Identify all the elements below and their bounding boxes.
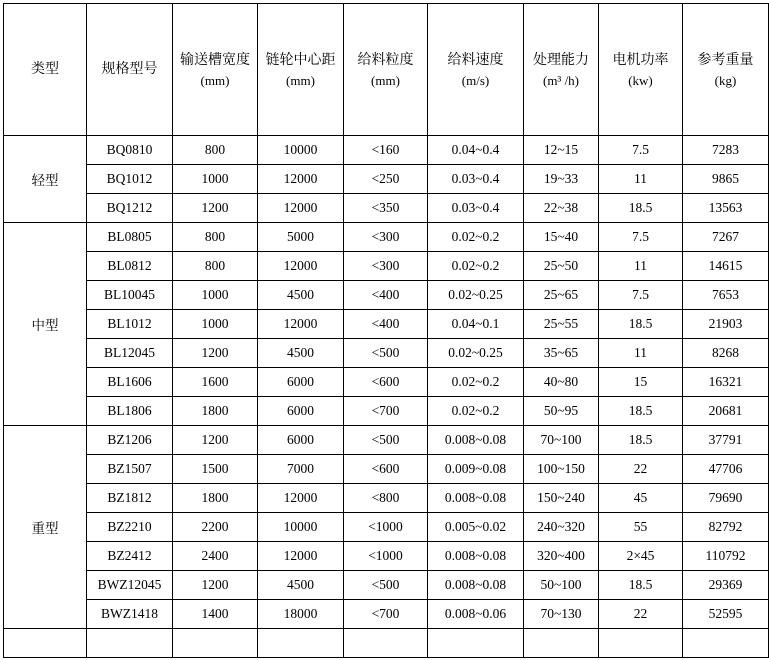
column-header-label: 类型	[31, 62, 59, 77]
cell: 4500	[258, 339, 344, 368]
cell: 0.04~0.1	[428, 310, 524, 339]
cell: 240~320	[524, 513, 599, 542]
cell: BQ1012	[87, 165, 173, 194]
cell: <300	[344, 252, 428, 281]
cell: 12000	[258, 310, 344, 339]
cell: 1200	[173, 426, 258, 455]
cell: 22	[599, 455, 683, 484]
cell: 0.02~0.25	[428, 339, 524, 368]
cell: 21903	[683, 310, 769, 339]
column-header-unit: (mm)	[200, 72, 230, 88]
empty-row	[4, 629, 769, 658]
cell: 12000	[258, 194, 344, 223]
cell: BL1806	[87, 397, 173, 426]
cell: <500	[344, 571, 428, 600]
cell: BL1012	[87, 310, 173, 339]
cell: 18.5	[599, 310, 683, 339]
cell: BWZ12045	[87, 571, 173, 600]
cell: <160	[344, 136, 428, 165]
cell: 1500	[173, 455, 258, 484]
cell: BL0812	[87, 252, 173, 281]
cell: 10000	[258, 513, 344, 542]
cell: BZ1206	[87, 426, 173, 455]
cell: 1200	[173, 571, 258, 600]
column-header	[428, 4, 524, 136]
cell: 55	[599, 513, 683, 542]
column-header-label: 电机功率	[612, 52, 669, 68]
cell: 7653	[683, 281, 769, 310]
cell: 50~95	[524, 397, 599, 426]
cell: 1800	[173, 397, 258, 426]
cell: <350	[344, 194, 428, 223]
cell: 150~240	[524, 484, 599, 513]
column-header-label: 链轮中心距	[265, 52, 336, 68]
cell: BQ1212	[87, 194, 173, 223]
table-body	[4, 136, 769, 658]
cell: 14615	[683, 252, 769, 281]
cell: 16321	[683, 368, 769, 397]
column-header	[173, 4, 258, 136]
cell: 0.03~0.4	[428, 165, 524, 194]
cell: 15~40	[524, 223, 599, 252]
column-header	[344, 4, 428, 136]
cell: <400	[344, 281, 428, 310]
cell	[599, 629, 683, 658]
header-row	[4, 4, 769, 136]
cell: <1000	[344, 513, 428, 542]
cell: 1200	[173, 339, 258, 368]
cell: 18.5	[599, 426, 683, 455]
cell: 12000	[258, 165, 344, 194]
table-row	[4, 368, 769, 397]
cell: 15	[599, 368, 683, 397]
cell: 6000	[258, 368, 344, 397]
cell: 800	[173, 252, 258, 281]
cell: 7267	[683, 223, 769, 252]
cell: 6000	[258, 426, 344, 455]
table-row	[4, 223, 769, 252]
cell: BL12045	[87, 339, 173, 368]
table-row	[4, 281, 769, 310]
cell: 7.5	[599, 223, 683, 252]
table-row	[4, 426, 769, 455]
cell: 0.02~0.2	[428, 368, 524, 397]
cell: 0.02~0.2	[428, 252, 524, 281]
cell: 0.005~0.02	[428, 513, 524, 542]
cell: 0.008~0.08	[428, 426, 524, 455]
cell: 800	[173, 136, 258, 165]
cell: 100~150	[524, 455, 599, 484]
column-header	[258, 4, 344, 136]
cell: 8268	[683, 339, 769, 368]
type-group-cell: 中型	[4, 223, 87, 426]
type-group-cell: 轻型	[4, 136, 87, 223]
cell: 18.5	[599, 397, 683, 426]
cell: 5000	[258, 223, 344, 252]
cell: 4500	[258, 281, 344, 310]
cell: 10000	[258, 136, 344, 165]
column-header-unit: (m³ /h)	[542, 72, 580, 88]
cell: 2200	[173, 513, 258, 542]
cell: 25~55	[524, 310, 599, 339]
cell: 7.5	[599, 136, 683, 165]
cell: 0.008~0.08	[428, 571, 524, 600]
cell: 70~100	[524, 426, 599, 455]
column-header	[87, 4, 173, 136]
cell: 11	[599, 339, 683, 368]
cell: BL0805	[87, 223, 173, 252]
table-row	[4, 397, 769, 426]
cell: <250	[344, 165, 428, 194]
cell: BL10045	[87, 281, 173, 310]
cell: <600	[344, 368, 428, 397]
cell: 11	[599, 252, 683, 281]
cell: BQ0810	[87, 136, 173, 165]
table-row	[4, 310, 769, 339]
cell	[344, 629, 428, 658]
cell: 79690	[683, 484, 769, 513]
cell: 70~130	[524, 600, 599, 629]
cell: 1800	[173, 484, 258, 513]
column-header-label: 给料粒度	[357, 52, 414, 68]
cell: 9865	[683, 165, 769, 194]
cell	[87, 629, 173, 658]
table-header	[4, 4, 769, 136]
table-row	[4, 513, 769, 542]
column-header-label: 给料速度	[447, 52, 504, 68]
cell: 12000	[258, 252, 344, 281]
cell: 1000	[173, 165, 258, 194]
column-header-label: 参考重量	[697, 52, 754, 68]
column-header-label: 输送槽宽度	[180, 52, 250, 68]
cell: 0.02~0.2	[428, 223, 524, 252]
cell: 13563	[683, 194, 769, 223]
cell: 29369	[683, 571, 769, 600]
spec-table	[3, 3, 769, 658]
cell: 25~65	[524, 281, 599, 310]
cell: 18000	[258, 600, 344, 629]
cell: 1400	[173, 600, 258, 629]
cell	[258, 629, 344, 658]
table-row	[4, 542, 769, 571]
cell: BZ1812	[87, 484, 173, 513]
table-row	[4, 484, 769, 513]
cell: 7000	[258, 455, 344, 484]
cell: 0.04~0.4	[428, 136, 524, 165]
cell: 11	[599, 165, 683, 194]
column-header	[683, 4, 769, 136]
cell: 0.008~0.08	[428, 542, 524, 571]
cell: <800	[344, 484, 428, 513]
cell: BL1606	[87, 368, 173, 397]
table-row	[4, 571, 769, 600]
type-group-cell: 重型	[4, 426, 87, 629]
cell: 2×45	[599, 542, 683, 571]
column-header-unit: (mm)	[286, 72, 315, 88]
cell: <300	[344, 223, 428, 252]
cell: BZ2412	[87, 542, 173, 571]
column-header-label: 规格型号	[101, 62, 158, 77]
cell: 12000	[258, 542, 344, 571]
table-row	[4, 600, 769, 629]
cell: 1000	[173, 310, 258, 339]
cell: 320~400	[524, 542, 599, 571]
cell: 110792	[683, 542, 769, 571]
type-group-cell	[4, 629, 87, 658]
cell: 40~80	[524, 368, 599, 397]
cell	[173, 629, 258, 658]
cell: BZ2210	[87, 513, 173, 542]
table-row	[4, 455, 769, 484]
cell: 50~100	[524, 571, 599, 600]
cell: <400	[344, 310, 428, 339]
cell	[428, 629, 524, 658]
cell	[683, 629, 769, 658]
cell: 7283	[683, 136, 769, 165]
column-header-unit: (m/s)	[461, 72, 490, 88]
cell: <500	[344, 426, 428, 455]
cell: <700	[344, 397, 428, 426]
cell: 1000	[173, 281, 258, 310]
cell: 47706	[683, 455, 769, 484]
column-header-label: 处理能力	[533, 52, 589, 68]
cell: 1200	[173, 194, 258, 223]
cell: 0.008~0.06	[428, 600, 524, 629]
cell: 800	[173, 223, 258, 252]
cell: 19~33	[524, 165, 599, 194]
column-header	[524, 4, 599, 136]
cell: 6000	[258, 397, 344, 426]
column-header-unit: (kg)	[714, 72, 737, 88]
cell: 0.03~0.4	[428, 194, 524, 223]
cell: 20681	[683, 397, 769, 426]
column-header	[4, 4, 87, 136]
cell: 4500	[258, 571, 344, 600]
table-row	[4, 136, 769, 165]
cell	[524, 629, 599, 658]
cell: 7.5	[599, 281, 683, 310]
cell: 22	[599, 600, 683, 629]
cell: <500	[344, 339, 428, 368]
table-row	[4, 194, 769, 223]
cell: <1000	[344, 542, 428, 571]
cell: 18.5	[599, 571, 683, 600]
table-row	[4, 252, 769, 281]
table-row	[4, 165, 769, 194]
cell: 25~50	[524, 252, 599, 281]
cell: 2400	[173, 542, 258, 571]
cell: BZ1507	[87, 455, 173, 484]
cell: BWZ1418	[87, 600, 173, 629]
table-row	[4, 339, 769, 368]
cell: 0.009~0.08	[428, 455, 524, 484]
cell: 45	[599, 484, 683, 513]
cell: 22~38	[524, 194, 599, 223]
cell: 12000	[258, 484, 344, 513]
column-header-unit: (kw)	[628, 72, 653, 88]
cell: 1600	[173, 368, 258, 397]
column-header-unit: (mm)	[371, 72, 400, 88]
cell: 12~15	[524, 136, 599, 165]
cell: <700	[344, 600, 428, 629]
cell: 0.02~0.2	[428, 397, 524, 426]
cell: 37791	[683, 426, 769, 455]
cell: 0.008~0.08	[428, 484, 524, 513]
cell: 18.5	[599, 194, 683, 223]
column-header	[599, 4, 683, 136]
cell: 35~65	[524, 339, 599, 368]
cell: <600	[344, 455, 428, 484]
cell: 82792	[683, 513, 769, 542]
cell: 0.02~0.25	[428, 281, 524, 310]
cell: 52595	[683, 600, 769, 629]
